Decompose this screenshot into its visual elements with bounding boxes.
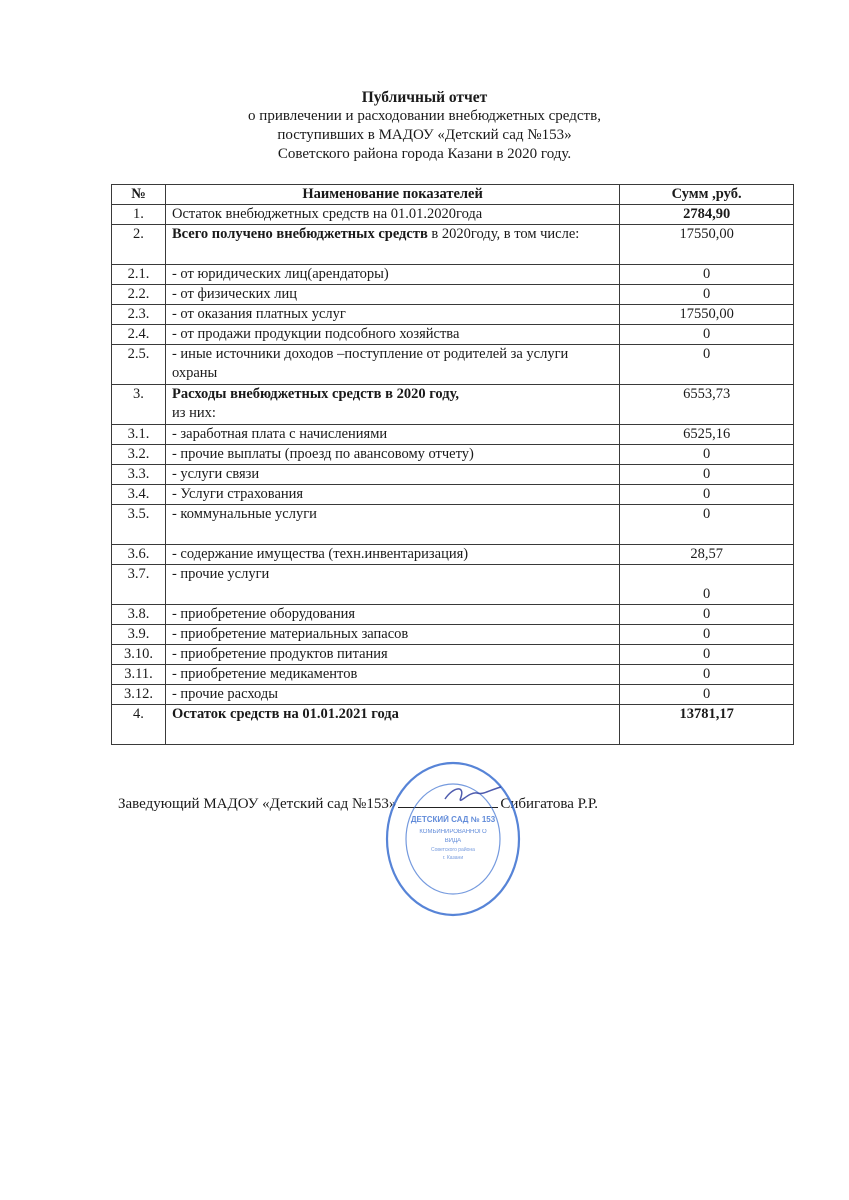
row-name: Остаток средств на 01.01.2021 года (165, 705, 619, 745)
row-sum: 6553,73 (620, 385, 794, 425)
table-header-row (112, 185, 794, 205)
row-sum: 0 (620, 325, 794, 345)
table-row (112, 685, 794, 705)
svg-text:КОМБИНИРОВАННОГО: КОМБИНИРОВАННОГО (419, 829, 487, 835)
report-header (0, 88, 849, 164)
table-row (112, 425, 794, 445)
row-number: 1. (112, 205, 166, 225)
row-number: 3.7. (112, 565, 166, 605)
table-row (112, 605, 794, 625)
row-sum: 0 (620, 565, 794, 605)
row-number: 3.11. (112, 665, 166, 685)
row-number: 3.3. (112, 465, 166, 485)
table-row (112, 465, 794, 485)
signature-block (118, 793, 598, 813)
row-number: 3.1. (112, 425, 166, 445)
svg-text:ДЕТСКИЙ САД № 153: ДЕТСКИЙ САД № 153 (410, 815, 496, 824)
row-name: - от продажи продукции подсобного хозяйства (165, 325, 619, 345)
row-number: 2.4. (112, 325, 166, 345)
row-sum: 0 (620, 665, 794, 685)
row-sum: 2784,90 (620, 205, 794, 225)
row-name: - от оказания платных услуг (165, 305, 619, 325)
row-number: 2. (112, 225, 166, 265)
svg-text:Советского района: Советского района (431, 847, 475, 853)
row-number: 4. (112, 705, 166, 745)
row-name: - прочие расходы (165, 685, 619, 705)
report-subtitle-1: о привлечении и расходовании внебюджетных средств, (248, 108, 601, 124)
table-row (112, 225, 794, 265)
row-number: 3.5. (112, 505, 166, 545)
signatory-position: Заведующий МАДОУ «Детский сад №153» (118, 796, 397, 812)
row-number: 2.3. (112, 305, 166, 325)
row-sum: 17550,00 (620, 305, 794, 325)
report-subtitle-3: Советского района города Казани в 2020 году. (277, 146, 572, 162)
table-row (112, 505, 794, 545)
row-number: 3.10. (112, 645, 166, 665)
row-name: - прочие услуги (165, 565, 619, 605)
table-row (112, 625, 794, 645)
table-row (112, 345, 794, 385)
row-name: - иные источники доходов –поступление от родителей за услуги охраны (165, 345, 619, 385)
row-name (165, 225, 619, 265)
row-number: 3. (112, 385, 166, 425)
table-row (112, 665, 794, 685)
row-number: 3.12. (112, 685, 166, 705)
row-name: - приобретение материальных запасов (165, 625, 619, 645)
row-number: 3.2. (112, 445, 166, 465)
row-name (165, 385, 619, 425)
row-name-rest: из них: (171, 405, 216, 421)
svg-text:ВИДА: ВИДА (444, 838, 462, 844)
row-sum: 0 (620, 625, 794, 645)
table-row (112, 485, 794, 505)
table-row (112, 285, 794, 305)
row-number: 2.1. (112, 265, 166, 285)
table-row (112, 305, 794, 325)
row-sum: 6525,16 (620, 425, 794, 445)
row-name: - приобретение медикаментов (165, 665, 619, 685)
row-number: 3.8. (112, 605, 166, 625)
row-sum: 0 (620, 605, 794, 625)
row-name: - содержание имущества (техн.инвентаризация) (165, 545, 619, 565)
row-number: 2.2. (112, 285, 166, 305)
row-name: Остаток внебюджетных средств на 01.01.2020года (165, 205, 619, 225)
column-header-number: № (112, 185, 166, 205)
table-row (112, 265, 794, 285)
table-row (112, 645, 794, 665)
row-name: - от физических лиц (165, 285, 619, 305)
row-number: 2.5. (112, 345, 166, 385)
row-sum: 0 (620, 685, 794, 705)
row-sum: 0 (620, 265, 794, 285)
row-name-bold: Расходы внебюджетных средств в 2020 году, (171, 386, 460, 402)
row-sum: 28,57 (620, 545, 794, 565)
row-sum: 0 (620, 505, 794, 545)
report-subtitle-2: поступивших в МАДОУ «Детский сад №153» (277, 127, 572, 143)
row-sum: 17550,00 (620, 225, 794, 265)
row-name-bold: Всего получено внебюджетных средств (171, 226, 428, 242)
column-header-sum: Сумм ,руб. (620, 185, 794, 205)
column-header-name: Наименование показателей (165, 185, 619, 205)
table-row (112, 565, 794, 605)
row-sum: 13781,17 (620, 705, 794, 745)
table-row (112, 325, 794, 345)
row-sum: 0 (620, 645, 794, 665)
row-number: 3.4. (112, 485, 166, 505)
table-row (112, 545, 794, 565)
table-row (112, 385, 794, 425)
row-sum: 0 (620, 285, 794, 305)
table-row (112, 445, 794, 465)
row-sum: 0 (620, 465, 794, 485)
table-row (112, 705, 794, 745)
row-name: - Услуги страхования (165, 485, 619, 505)
row-name: - от юридических лиц(арендаторы) (165, 265, 619, 285)
row-number: 3.9. (112, 625, 166, 645)
row-number: 3.6. (112, 545, 166, 565)
row-name: - коммунальные услуги (165, 505, 619, 545)
row-name: - приобретение продуктов питания (165, 645, 619, 665)
row-sum: 0 (620, 445, 794, 465)
table-row (112, 205, 794, 225)
row-name: - прочие выплаты (проезд по авансовому отчету) (165, 445, 619, 465)
official-stamp-icon (383, 757, 523, 917)
row-name-rest: в 2020году, в том числе: (427, 226, 580, 242)
row-sum: 0 (620, 345, 794, 385)
report-title: Публичный отчет (361, 89, 488, 106)
svg-text:г. Казани: г. Казани (442, 855, 464, 861)
row-name: - заработная плата с начислениями (165, 425, 619, 445)
report-table (111, 184, 794, 745)
row-sum: 0 (620, 485, 794, 505)
row-name: - услуги связи (165, 465, 619, 485)
row-name: - приобретение оборудования (165, 605, 619, 625)
signatory-name: Сибигатова Р.Р. (500, 796, 599, 812)
